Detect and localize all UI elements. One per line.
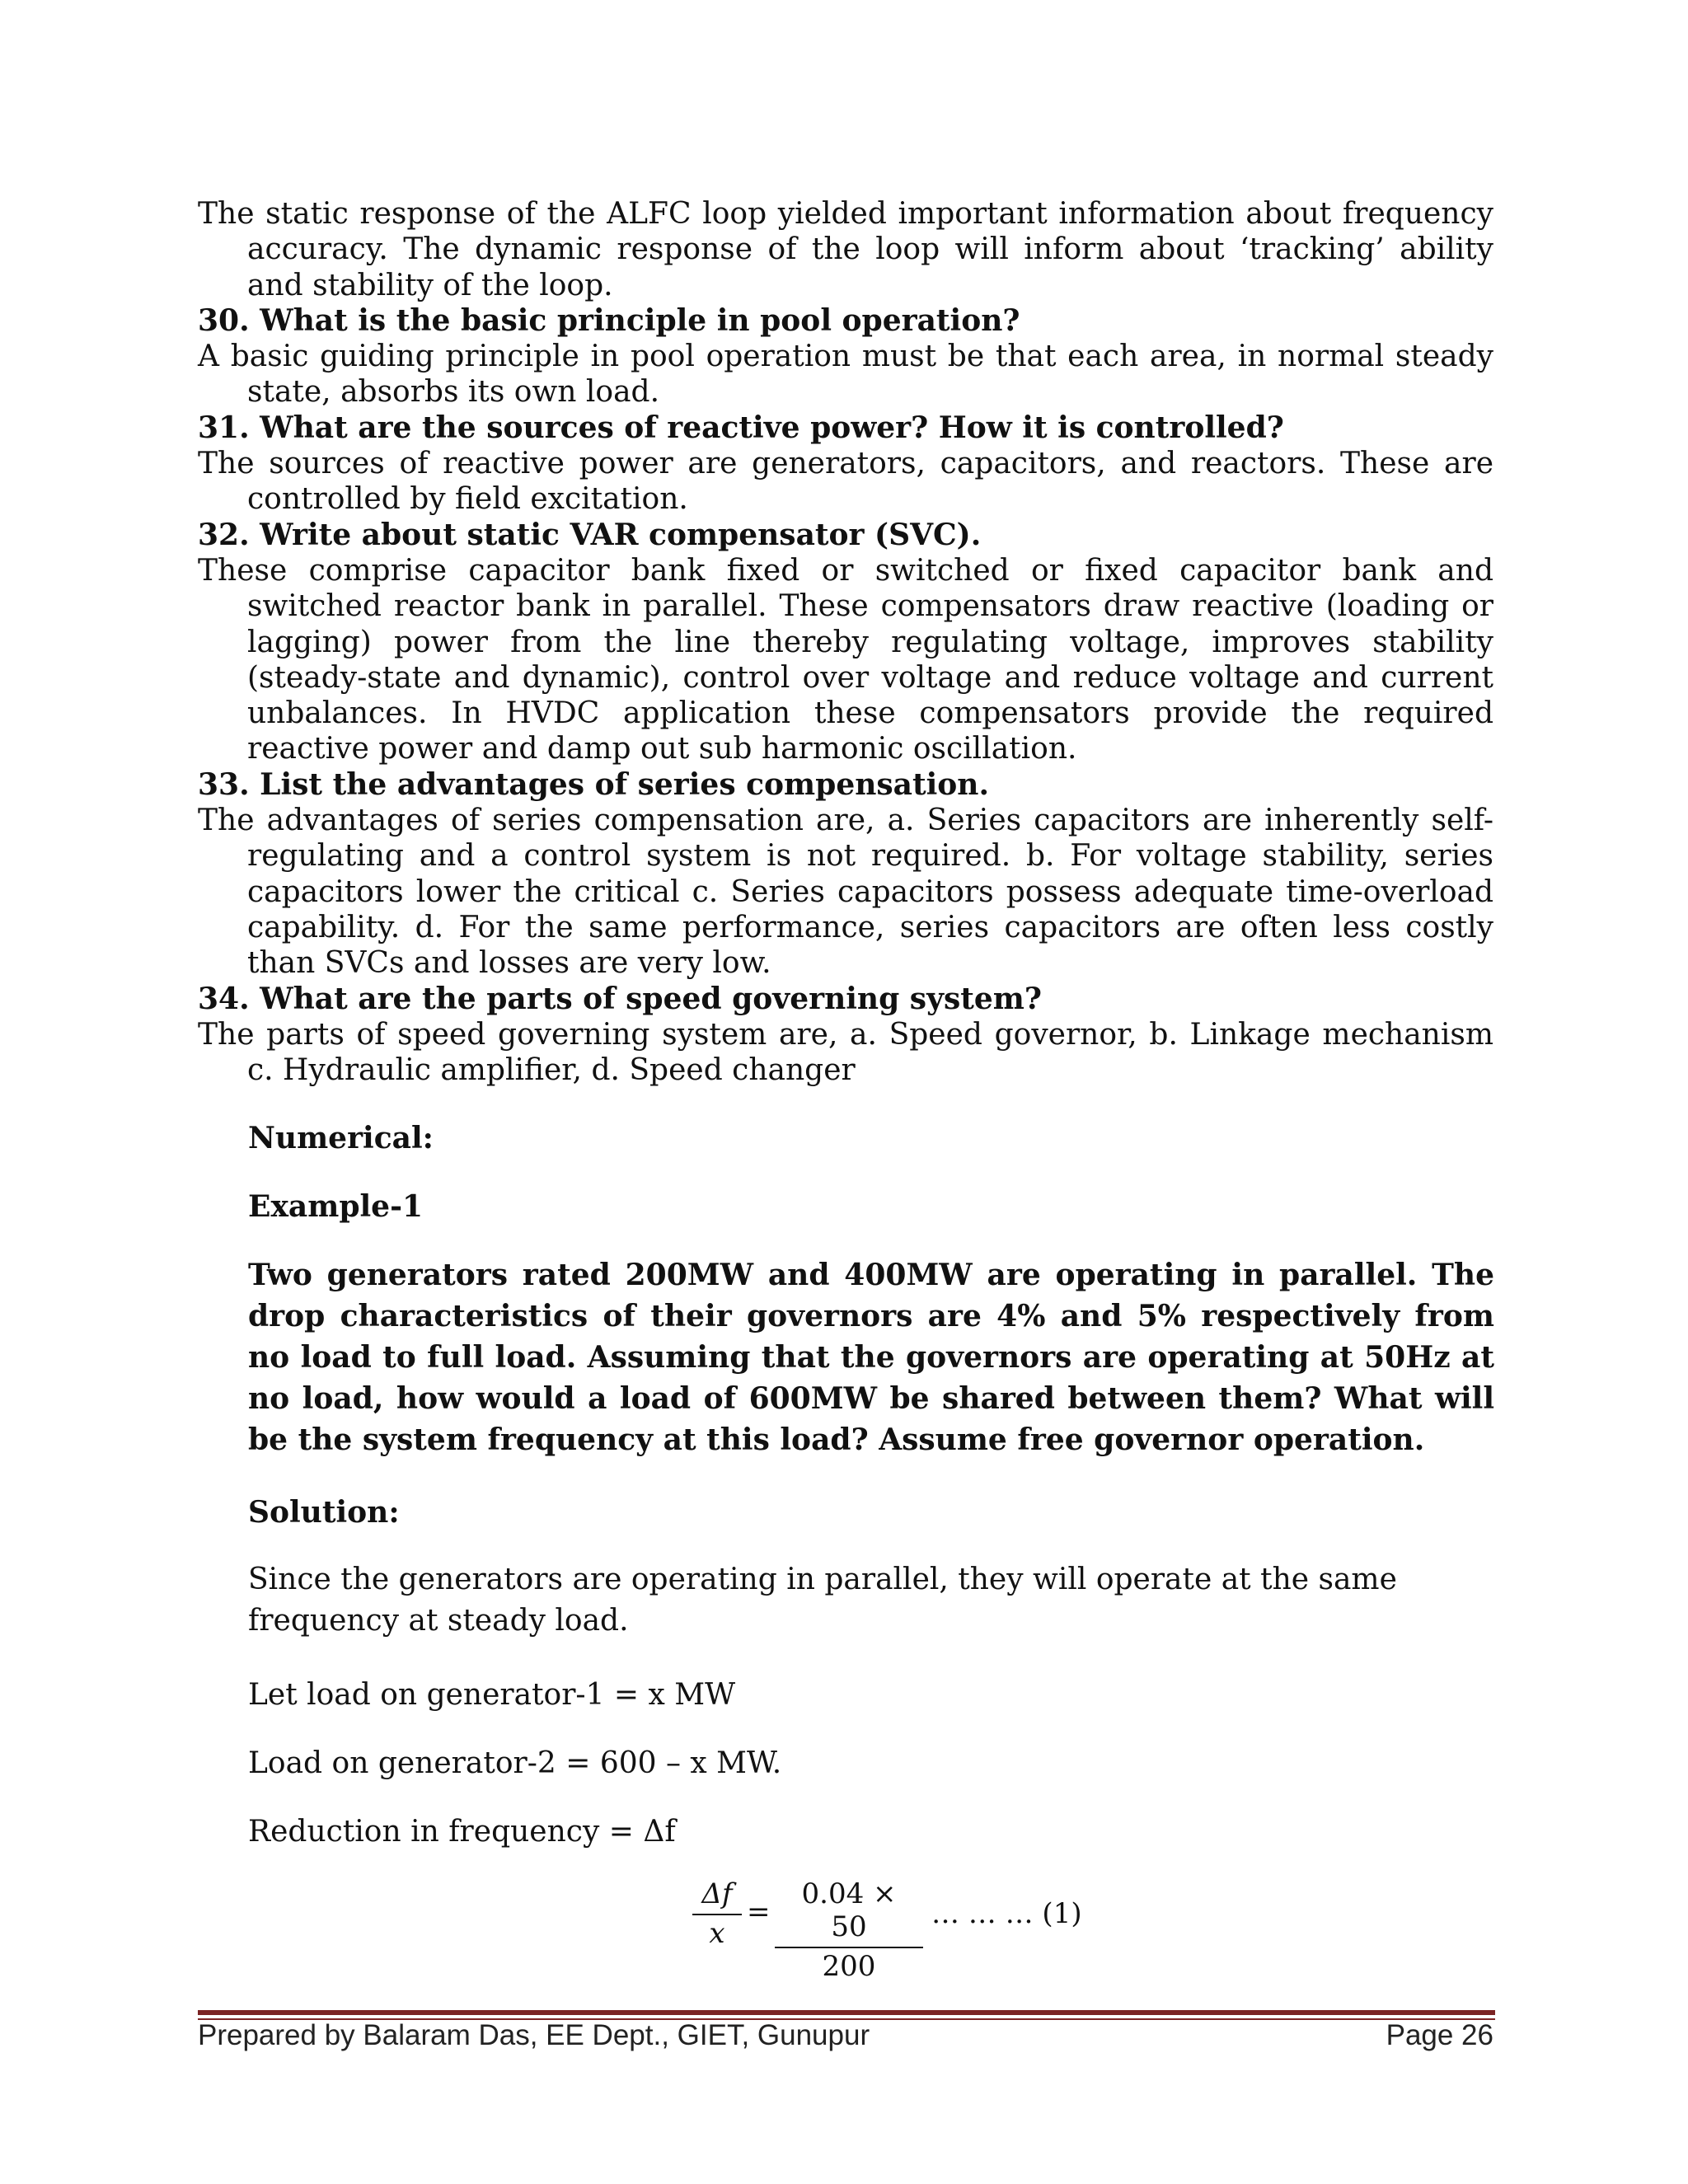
rhs-fraction — [775, 1877, 923, 1983]
problem-statement: Two generators rated 200MW and 400MW are operating in parallel. The drop characteristics of their governors are 4% and 5% respectively from no load to full load. Assuming that the governors are operating at 50Hz at no load, how would a load of 600MW be shared between them? What will be the system frequency at this load? Assume free governor operation. — [248, 1258, 1494, 1457]
problem-block — [248, 1254, 1494, 1460]
solution-text: Since the generators are operating in parallel, they will operate at the same frequency at steady load. — [248, 1563, 1397, 1638]
solution-text-block — [248, 1559, 1494, 1642]
question-34: 34. What are the parts of speed governing system? — [198, 981, 1042, 1016]
equation-number: … … … (1) — [931, 1897, 1082, 1930]
answer-33: The advantages of series compensation are, a. Series capacitors are inherently self-regulating and a control system is not required. b. For voltage stability, series capacitors lower the critical c. Series capacitors possess adequate time-overload capability. d. For the same performance, series capacitors are often less costly than SVCs and losses are very low. — [198, 804, 1493, 981]
solution-heading: Solution: — [248, 1495, 400, 1530]
question-33: 33. List the advantages of series compensation. — [198, 766, 990, 802]
lhs-numerator: Δf — [701, 1877, 733, 1910]
line2-block — [248, 1743, 1494, 1784]
question-31: 31. What are the sources of reactive power? How it is controlled? — [198, 410, 1284, 445]
rhs-denominator: 200 — [822, 1950, 876, 1983]
solution-line-3: Reduction in frequency = Δf — [248, 1815, 676, 1849]
lhs-denominator: x — [709, 1917, 725, 1950]
numerical-heading-block — [248, 1121, 1494, 1155]
question-30: 30. What is the basic principle in pool operation? — [198, 302, 1020, 338]
question-32: 32. Write about static VAR compensator (SVC). — [198, 517, 982, 552]
lhs-fraction — [692, 1877, 742, 1950]
solution-heading-block — [248, 1495, 1494, 1530]
answer-32: These comprise capacitor bank fixed or switched or fixed capacitor bank and switched reactor bank in parallel. These compensators draw reactive (loading or lagging) power from the line thereby regulating voltage, improves stability (steady-state and dynamic), control over voltage and reduce voltage and current unbalances. In HVDC application these compensators provide the required reactive power and damp out sub harmonic oscillation. — [198, 553, 1493, 766]
lhs-fraction-bar — [692, 1914, 742, 1915]
answer-31: The sources of reactive power are generators, capacitors, and reactors. These are controlled by field excitation. — [198, 447, 1493, 517]
line1-block — [248, 1675, 1494, 1716]
solution-line-2: Load on generator-2 = 600 – x MW. — [248, 1746, 782, 1780]
rhs-numerator: 0.04 × 50 — [801, 1877, 897, 1943]
rhs-fraction-bar — [775, 1947, 923, 1948]
numerical-heading: Numerical: — [248, 1121, 434, 1155]
answer-30: A basic guiding principle in pool operation must be that each area, in normal steady state, absorbs its own load. — [198, 340, 1493, 410]
qa-section — [198, 196, 1493, 1088]
example-heading: Example-1 — [248, 1189, 424, 1224]
footer-author: Prepared by Balaram Das, EE Dept., GIET, Gunupur — [198, 2019, 870, 2051]
footer-page-number: Page 26 — [1386, 2019, 1493, 2051]
intro-paragraph: The static response of the ALFC loop yielded important information about frequency accuracy. The dynamic response of the loop will inform about ‘tracking’ ability and stability of the loop. — [198, 197, 1493, 302]
answer-34: The parts of speed governing system are, a. Speed governor, b. Linkage mechanism c. Hydraulic amplifier, d. Speed changer — [198, 1017, 1493, 1088]
footer-rule-thick — [198, 2010, 1495, 2015]
example-heading-block — [248, 1189, 1494, 1224]
equals-sign: = — [747, 1896, 771, 1929]
line3-block — [248, 1811, 1494, 1853]
solution-line-1: Let load on generator-1 = x MW — [248, 1678, 736, 1712]
